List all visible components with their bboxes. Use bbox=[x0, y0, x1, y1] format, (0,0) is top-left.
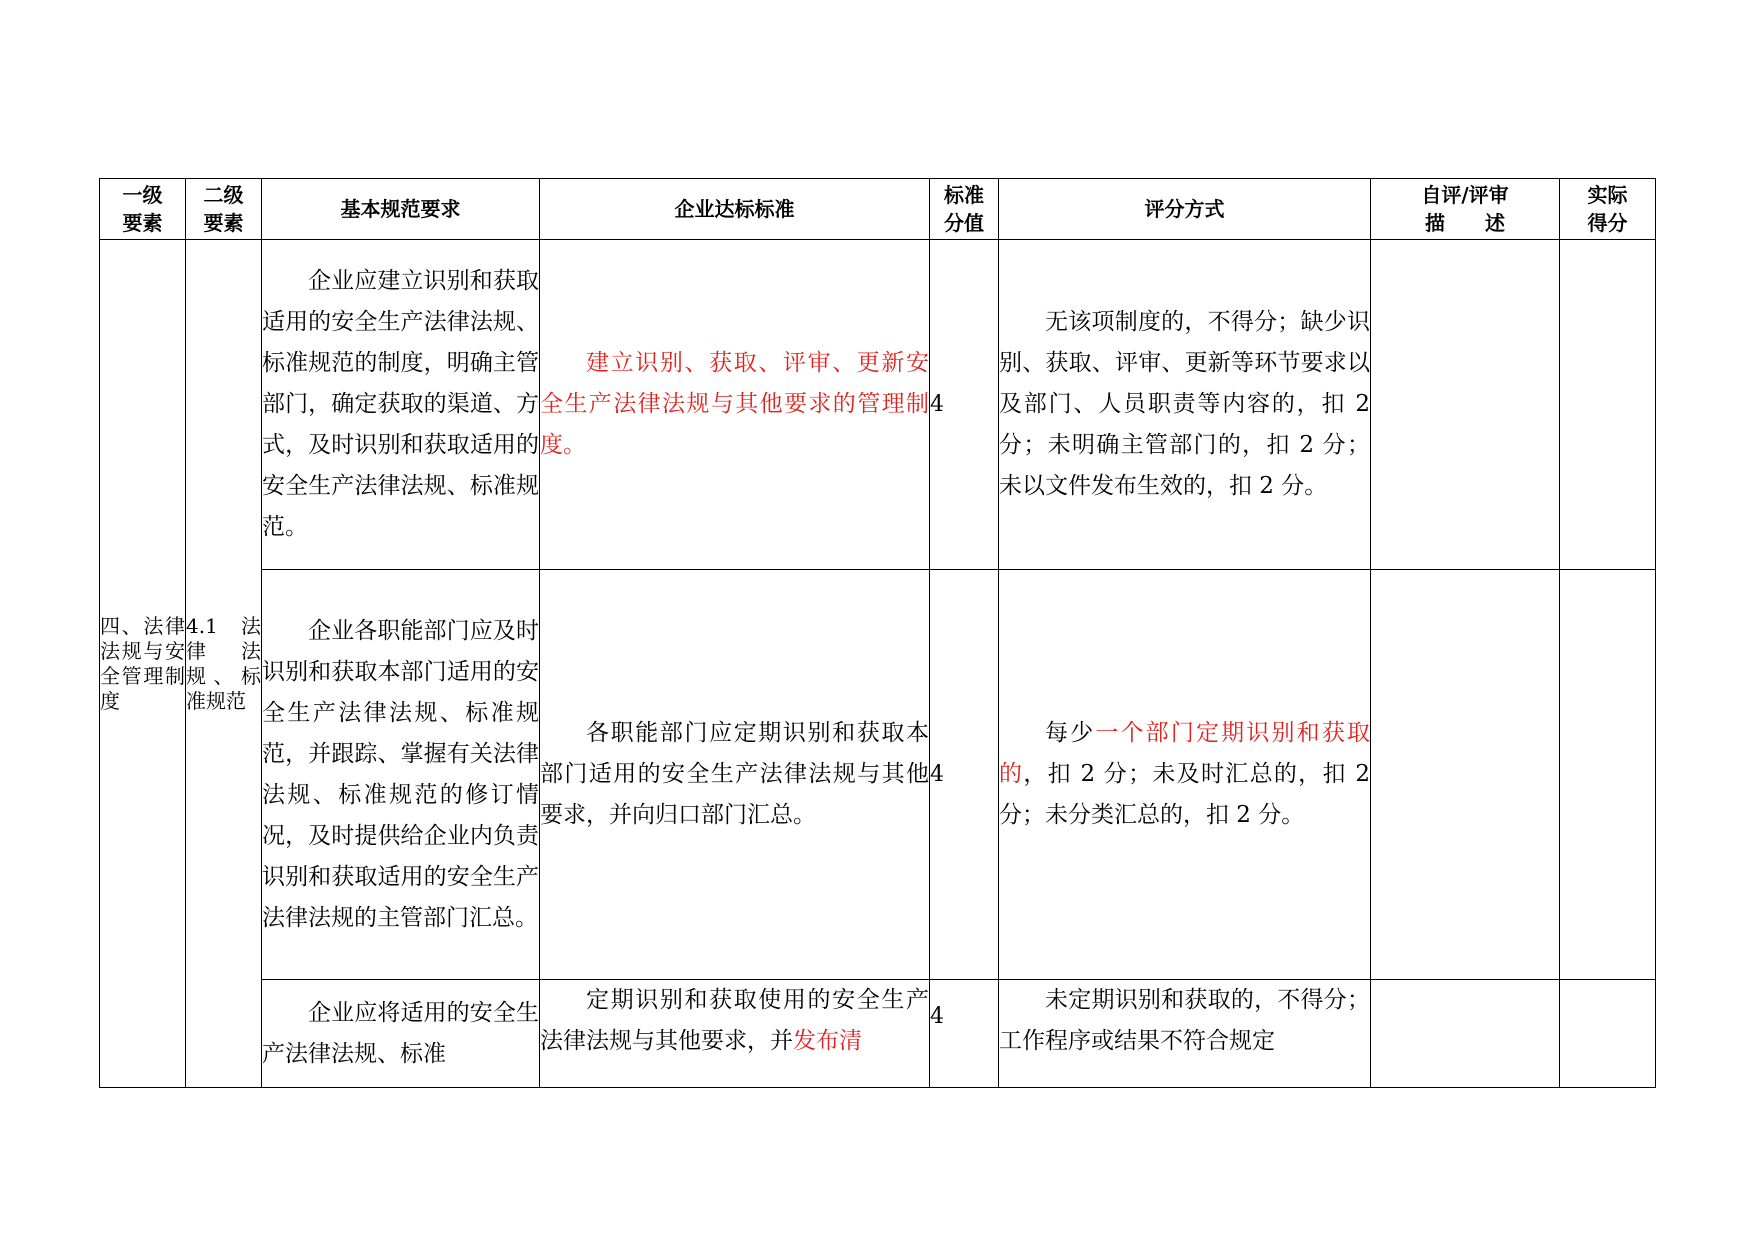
method-cell bbox=[999, 980, 1371, 1088]
requirement-text: 企业应建立识别和获取适用的安全生产法律法规、标准规范的制度，明确主管部门，确定获取的渠道、方式，及时识别和获取适用的安全生产法律法规、标准规范。 bbox=[262, 268, 539, 540]
requirement-text: 企业各职能部门应及时识别和获取本部门适用的安全生产法律法规、标准规范，并跟踪、掌握有关法律法规、标准规范的修订情况，及时提供给企业内负责识别和获取适用的安全生产法律法规的主管部门汇总。 bbox=[262, 617, 539, 931]
table-row bbox=[100, 980, 1656, 1088]
method-cell bbox=[999, 240, 1371, 570]
header-self-evaluation: 自评/评审 描 述 bbox=[1371, 179, 1560, 240]
score-value: 4 bbox=[930, 392, 944, 417]
standard-table bbox=[99, 178, 1656, 1088]
header-level2: 二级 要素 bbox=[186, 179, 262, 240]
score-cell bbox=[930, 570, 999, 980]
method-text: 未定期识别和获取的，不得分；工作程序或结果不符合规定 bbox=[999, 987, 1370, 1054]
level2-cell bbox=[186, 240, 262, 1088]
actual-score-cell[interactable] bbox=[1560, 240, 1656, 570]
header-scoring-method: 评分方式 bbox=[999, 179, 1371, 240]
self-eval-cell[interactable] bbox=[1371, 570, 1560, 980]
self-eval-cell[interactable] bbox=[1371, 980, 1560, 1088]
score-value: 4 bbox=[930, 762, 944, 787]
standard-cell bbox=[540, 980, 930, 1088]
header-actual-score: 实际 得分 bbox=[1560, 179, 1656, 240]
requirement-cell bbox=[262, 570, 540, 980]
header-standard-score: 标准 分值 bbox=[930, 179, 999, 240]
level2-text: 4.1 法律法规、标准规范 bbox=[186, 613, 261, 713]
score-cell bbox=[930, 980, 999, 1088]
actual-score-cell[interactable] bbox=[1560, 570, 1656, 980]
header-level1: 一级 要素 bbox=[100, 179, 186, 240]
header-basic-requirement: 基本规范要求 bbox=[262, 179, 540, 240]
requirement-cell bbox=[262, 240, 540, 570]
method-text: 每少一个部门定期识别和获取的，扣 2 分；未及时汇总的，扣 2 分；未分类汇总的，扣 2 分。 bbox=[999, 720, 1371, 828]
level1-cell bbox=[100, 240, 186, 1088]
standard-text: 定期识别和获取使用的安全生产法律法规与其他要求，并发布清 bbox=[540, 987, 929, 1054]
self-eval-cell[interactable] bbox=[1371, 240, 1560, 570]
header-enterprise-standard: 企业达标标准 bbox=[540, 179, 930, 240]
requirement-cell bbox=[262, 980, 540, 1088]
level1-text: 四、法律法规与安全管理制度 bbox=[100, 613, 185, 713]
method-highlight: 一个部门定期识别和获取的 bbox=[999, 720, 1371, 787]
header-row bbox=[100, 179, 1656, 240]
table-row bbox=[100, 570, 1656, 980]
method-text: 无该项制度的，不得分；缺少识别、获取、评审、更新等环节要求以及部门、人员职责等内容的，扣 2 分；未明确主管部门的，扣 2 分；未以文件发布生效的，扣 2 分。 bbox=[999, 309, 1370, 499]
requirement-text: 企业应将适用的安全生产法律法规、标准 bbox=[262, 999, 539, 1067]
actual-score-cell[interactable] bbox=[1560, 980, 1656, 1088]
standard-cell bbox=[540, 240, 930, 570]
standard-highlight: 发布清 bbox=[793, 1028, 862, 1054]
table-row bbox=[100, 240, 1656, 570]
score-cell bbox=[930, 240, 999, 570]
standard-cell bbox=[540, 570, 930, 980]
standard-text: 建立识别、获取、评审、更新安全生产法律法规与其他要求的管理制度。 bbox=[540, 350, 929, 458]
method-cell bbox=[999, 570, 1371, 980]
standard-text: 各职能部门应定期识别和获取本部门适用的安全生产法律法规与其他要求，并向归口部门汇总。 bbox=[540, 720, 929, 828]
score-value: 4 bbox=[930, 1004, 944, 1029]
